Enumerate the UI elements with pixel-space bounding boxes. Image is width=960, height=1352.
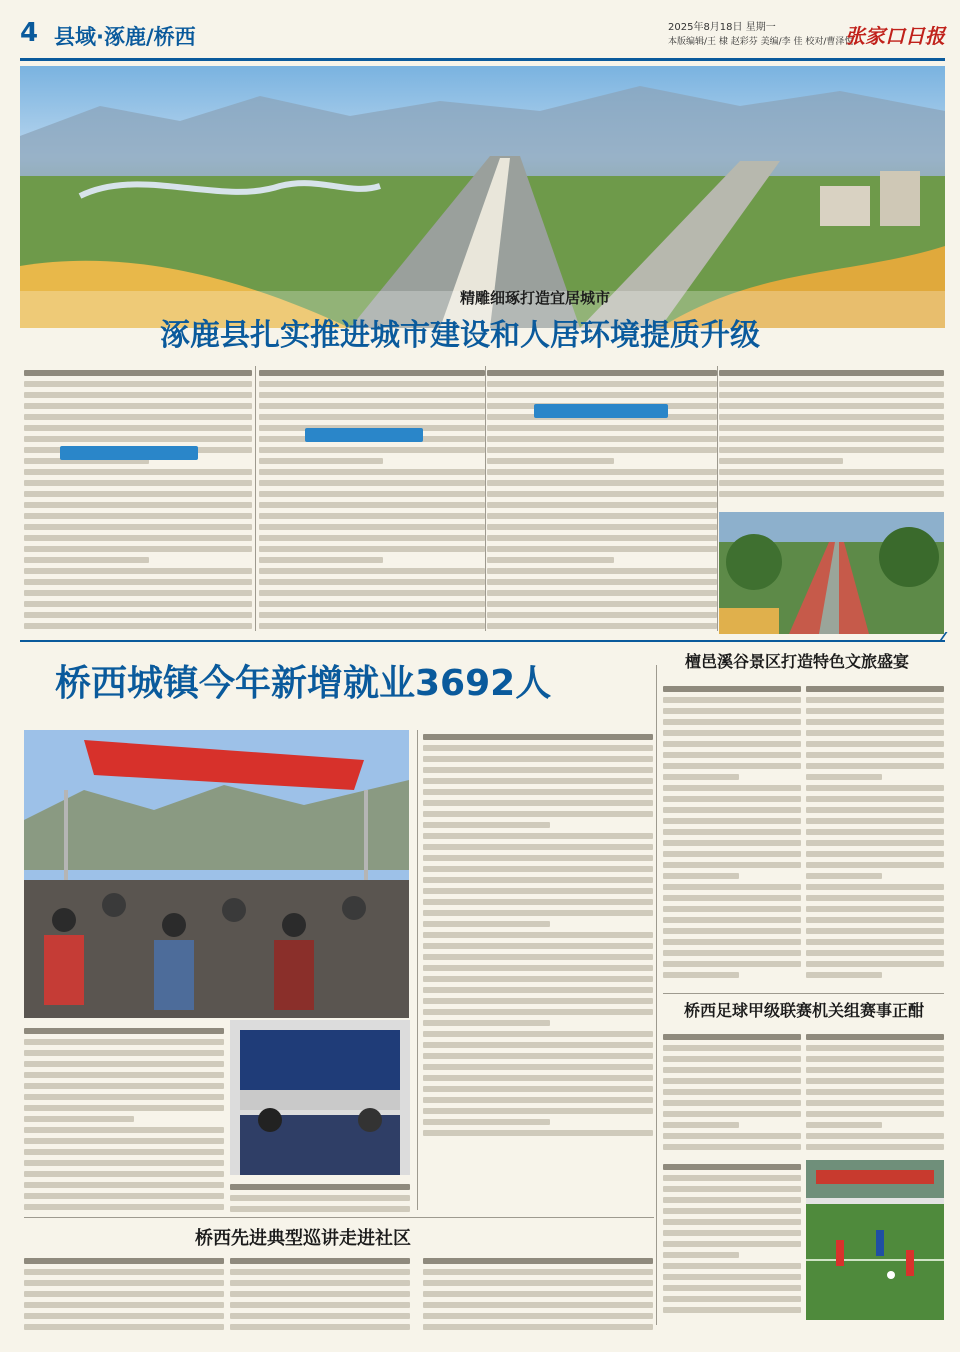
text-line-placeholder (259, 623, 485, 629)
text-line-placeholder (24, 1138, 224, 1144)
text-line-placeholder (663, 763, 801, 769)
top-rule (20, 58, 945, 61)
community-headline: 桥西先进典型巡讲走进社区 (195, 1228, 411, 1249)
paper-logo: 张家口日报 (845, 24, 945, 48)
text-line-placeholder (24, 1280, 224, 1286)
text-line-placeholder (663, 818, 801, 824)
text-line-placeholder (423, 800, 653, 806)
text-line-placeholder (259, 447, 485, 453)
text-line-placeholder (487, 436, 717, 442)
text-line-placeholder (423, 778, 653, 784)
text-line-placeholder (663, 1208, 801, 1214)
text-line-placeholder (663, 862, 801, 868)
text-line-placeholder (663, 1230, 801, 1236)
text-line-placeholder (24, 1269, 224, 1275)
lead-column-4 (719, 366, 944, 506)
text-line-placeholder (423, 932, 653, 938)
text-line-placeholder (806, 862, 944, 868)
text-line-placeholder (487, 425, 717, 431)
football-column-2 (806, 1030, 944, 1155)
text-line-placeholder (423, 910, 653, 916)
page-number: 4 (20, 18, 39, 48)
text-line-placeholder (24, 1050, 224, 1056)
text-line-placeholder (423, 855, 653, 861)
text-line-placeholder (663, 1144, 801, 1150)
text-line-placeholder (487, 535, 717, 541)
text-line-placeholder (24, 1083, 224, 1089)
text-line-placeholder (259, 601, 485, 607)
text-line-placeholder (806, 1089, 944, 1095)
text-line-placeholder (259, 502, 485, 508)
community-column-2 (230, 1254, 410, 1332)
text-line-placeholder (663, 851, 801, 857)
text-line-placeholder (806, 961, 944, 967)
text-line-placeholder (423, 921, 550, 927)
text-line-placeholder (230, 1291, 410, 1297)
text-line-placeholder (663, 1175, 801, 1181)
text-line-placeholder (663, 1263, 801, 1269)
jobs-headline: 桥西城镇今年新增就业3692人 (55, 663, 552, 704)
text-line-placeholder (487, 612, 717, 618)
text-line-placeholder (663, 785, 801, 791)
text-line-placeholder (24, 381, 252, 387)
greenway-photo (719, 512, 944, 634)
text-line-placeholder (663, 840, 801, 846)
text-line-placeholder (423, 756, 653, 762)
lead-kicker: 精雕细琢打造宜居城市 (460, 289, 611, 307)
text-line-placeholder (259, 370, 485, 376)
text-line-placeholder (423, 734, 653, 740)
text-line-placeholder (487, 480, 717, 486)
text-line-placeholder (423, 833, 653, 839)
text-line-placeholder (259, 546, 485, 552)
text-line-placeholder (806, 697, 944, 703)
text-line-placeholder (423, 789, 653, 795)
text-line-placeholder (423, 1108, 653, 1114)
text-line-placeholder (423, 1053, 653, 1059)
text-line-placeholder (719, 469, 944, 475)
text-line-placeholder (663, 796, 801, 802)
text-line-placeholder (24, 1258, 224, 1264)
text-line-placeholder (663, 884, 801, 890)
text-line-placeholder (423, 1130, 653, 1136)
text-line-placeholder (24, 1313, 224, 1319)
text-line-placeholder (423, 1009, 653, 1015)
text-line-placeholder (24, 480, 252, 486)
text-line-placeholder (259, 535, 485, 541)
text-line-placeholder (24, 436, 252, 442)
text-line-placeholder (719, 425, 944, 431)
culture-headline: 檀邑溪谷景区打造特色文旅盛宴 (685, 652, 910, 671)
issue-date: 2025年8月18日 星期一 (668, 22, 776, 33)
text-line-placeholder (487, 590, 717, 596)
text-line-placeholder (663, 774, 739, 780)
editors-credit: 本版编辑/王 棣 赵彩芬 美编/李 佳 校对/曹泽悦 (668, 37, 854, 47)
text-line-placeholder (806, 1133, 944, 1139)
text-line-placeholder (487, 370, 717, 376)
text-line-placeholder (663, 829, 801, 835)
text-line-placeholder (230, 1195, 410, 1201)
text-line-placeholder (24, 469, 252, 475)
section-divider (20, 640, 945, 642)
text-line-placeholder (423, 1086, 653, 1092)
text-line-placeholder (230, 1184, 410, 1190)
text-line-placeholder (423, 767, 653, 773)
text-line-placeholder (423, 954, 653, 960)
culture-column-1 (663, 682, 801, 987)
text-line-placeholder (423, 866, 653, 872)
text-line-placeholder (663, 708, 801, 714)
text-line-placeholder (24, 590, 252, 596)
text-line-placeholder (663, 1241, 801, 1247)
text-line-placeholder (663, 1296, 801, 1302)
text-line-placeholder (663, 917, 801, 923)
text-line-placeholder (719, 403, 944, 409)
text-line-placeholder (663, 730, 801, 736)
text-line-placeholder (423, 1302, 653, 1308)
text-line-placeholder (806, 840, 944, 846)
text-line-placeholder (24, 1072, 224, 1078)
text-line-placeholder (423, 1258, 653, 1264)
text-line-placeholder (719, 458, 843, 464)
text-line-placeholder (663, 1274, 801, 1280)
text-line-placeholder (663, 895, 801, 901)
text-line-placeholder (423, 965, 653, 971)
text-line-placeholder (806, 851, 944, 857)
text-line-placeholder (806, 719, 944, 725)
text-line-placeholder (663, 1186, 801, 1192)
text-line-placeholder (24, 557, 149, 563)
text-line-placeholder (24, 392, 252, 398)
text-line-placeholder (423, 844, 653, 850)
text-line-placeholder (806, 829, 944, 835)
text-line-placeholder (663, 1133, 801, 1139)
text-line-placeholder (806, 1100, 944, 1106)
text-line-placeholder (423, 1119, 550, 1125)
text-line-placeholder (487, 601, 717, 607)
text-line-placeholder (423, 943, 653, 949)
text-line-placeholder (423, 1064, 653, 1070)
text-line-placeholder (806, 1122, 882, 1128)
text-line-placeholder (663, 961, 801, 967)
text-line-placeholder (719, 370, 944, 376)
text-line-placeholder (259, 612, 485, 618)
lead-subhead-1 (60, 446, 198, 460)
text-line-placeholder (806, 1078, 944, 1084)
text-line-placeholder (24, 1094, 224, 1100)
text-line-placeholder (719, 381, 944, 387)
text-line-placeholder (806, 873, 882, 879)
text-line-placeholder (423, 899, 653, 905)
text-line-placeholder (24, 1149, 224, 1155)
text-line-placeholder (663, 1197, 801, 1203)
text-line-placeholder (259, 458, 383, 464)
text-line-placeholder (423, 877, 653, 883)
text-line-placeholder (24, 502, 252, 508)
job-fair-photo (24, 730, 409, 1018)
text-line-placeholder (24, 1204, 224, 1210)
text-line-placeholder (423, 1269, 653, 1275)
lead-column-2 (259, 366, 485, 631)
text-line-placeholder (24, 1105, 224, 1111)
text-line-placeholder (663, 873, 739, 879)
text-line-placeholder (806, 939, 944, 945)
text-line-placeholder (24, 403, 252, 409)
text-line-placeholder (663, 1285, 801, 1291)
text-line-placeholder (806, 818, 944, 824)
text-line-placeholder (806, 741, 944, 747)
text-line-placeholder (719, 491, 944, 497)
text-line-placeholder (423, 1042, 653, 1048)
text-line-placeholder (24, 546, 252, 552)
text-line-placeholder (24, 1116, 134, 1122)
text-line-placeholder (230, 1258, 410, 1264)
text-line-placeholder (719, 392, 944, 398)
jobs-column-3 (230, 1180, 410, 1214)
text-line-placeholder (423, 976, 653, 982)
text-line-placeholder (24, 579, 252, 585)
text-line-placeholder (663, 686, 801, 692)
text-line-placeholder (487, 557, 614, 563)
text-line-placeholder (806, 950, 944, 956)
text-line-placeholder (24, 1171, 224, 1177)
community-column-3 (423, 1254, 653, 1332)
text-line-placeholder (806, 917, 944, 923)
text-line-placeholder (487, 502, 717, 508)
text-line-placeholder (806, 1056, 944, 1062)
text-line-placeholder (259, 568, 485, 574)
text-line-placeholder (806, 708, 944, 714)
text-line-placeholder (24, 612, 252, 618)
jobs-column-1 (24, 1024, 224, 1214)
text-line-placeholder (663, 928, 801, 934)
culture-column-2 (806, 682, 944, 987)
text-line-placeholder (230, 1206, 410, 1212)
text-line-placeholder (24, 1028, 224, 1034)
text-line-placeholder (423, 1020, 550, 1026)
text-line-placeholder (24, 1302, 224, 1308)
text-line-placeholder (663, 1078, 801, 1084)
text-line-placeholder (423, 1097, 653, 1103)
text-line-placeholder (24, 1291, 224, 1297)
text-line-placeholder (663, 1164, 801, 1170)
text-line-placeholder (259, 392, 485, 398)
text-line-placeholder (806, 1111, 944, 1117)
text-line-placeholder (663, 752, 801, 758)
text-line-placeholder (806, 1034, 944, 1040)
lead-subhead-2 (305, 428, 423, 442)
text-line-placeholder (259, 590, 485, 596)
text-line-placeholder (423, 1313, 653, 1319)
community-column-1 (24, 1254, 224, 1332)
text-line-placeholder (663, 697, 801, 703)
text-line-placeholder (663, 1045, 801, 1051)
text-line-placeholder (230, 1313, 410, 1319)
text-line-placeholder (423, 822, 550, 828)
text-line-placeholder (423, 998, 653, 1004)
text-line-placeholder (423, 1075, 653, 1081)
text-line-placeholder (806, 796, 944, 802)
text-line-placeholder (259, 381, 485, 387)
text-line-placeholder (259, 513, 485, 519)
text-line-placeholder (230, 1302, 410, 1308)
text-line-placeholder (24, 1324, 224, 1330)
text-line-placeholder (806, 785, 944, 791)
football-match-photo (806, 1160, 944, 1320)
text-line-placeholder (259, 414, 485, 420)
text-line-placeholder (24, 425, 252, 431)
text-line-placeholder (806, 730, 944, 736)
text-line-placeholder (259, 469, 485, 475)
text-line-placeholder (806, 1067, 944, 1073)
text-line-placeholder (487, 381, 717, 387)
text-line-placeholder (423, 1031, 653, 1037)
text-line-placeholder (806, 763, 944, 769)
text-line-placeholder (423, 987, 653, 993)
text-line-placeholder (663, 1307, 801, 1313)
football-column-1 (663, 1030, 801, 1155)
text-line-placeholder (24, 524, 252, 530)
text-line-placeholder (423, 811, 653, 817)
text-line-placeholder (259, 524, 485, 530)
text-line-placeholder (24, 414, 252, 420)
text-line-placeholder (806, 774, 882, 780)
text-line-placeholder (423, 888, 653, 894)
text-line-placeholder (806, 807, 944, 813)
text-line-placeholder (487, 568, 717, 574)
text-line-placeholder (663, 741, 801, 747)
text-line-placeholder (806, 928, 944, 934)
football-headline: 桥西足球甲级联赛机关组赛事正酣 (684, 1001, 925, 1020)
text-line-placeholder (487, 546, 717, 552)
text-line-placeholder (423, 1291, 653, 1297)
football-column-3 (663, 1160, 801, 1320)
text-line-placeholder (806, 895, 944, 901)
text-line-placeholder (663, 1100, 801, 1106)
text-line-placeholder (24, 535, 252, 541)
text-line-placeholder (24, 623, 252, 629)
text-line-placeholder (230, 1324, 410, 1330)
text-line-placeholder (663, 1219, 801, 1225)
text-line-placeholder (719, 480, 944, 486)
text-line-placeholder (663, 972, 739, 978)
text-line-placeholder (259, 403, 485, 409)
text-line-placeholder (663, 906, 801, 912)
text-line-placeholder (230, 1280, 410, 1286)
text-line-placeholder (663, 1034, 801, 1040)
text-line-placeholder (806, 752, 944, 758)
text-line-placeholder (487, 513, 717, 519)
text-line-placeholder (806, 686, 944, 692)
text-line-placeholder (24, 568, 252, 574)
lead-subhead-3 (534, 404, 668, 418)
text-line-placeholder (806, 1045, 944, 1051)
text-line-placeholder (663, 807, 801, 813)
text-line-placeholder (24, 491, 252, 497)
jobs-column-2 (423, 730, 653, 1145)
text-line-placeholder (24, 1182, 224, 1188)
text-line-placeholder (487, 623, 717, 629)
text-line-placeholder (806, 884, 944, 890)
text-line-placeholder (487, 524, 717, 530)
text-line-placeholder (259, 491, 485, 497)
text-line-placeholder (259, 557, 383, 563)
masthead (20, 16, 945, 56)
text-line-placeholder (663, 1056, 801, 1062)
text-line-placeholder (487, 458, 614, 464)
lead-headline: 涿鹿县扎实推进城市建设和人居环境提质升级 (160, 318, 760, 353)
text-line-placeholder (259, 480, 485, 486)
text-line-placeholder (719, 414, 944, 420)
text-line-placeholder (423, 745, 653, 751)
job-booth-photo (230, 1020, 410, 1175)
text-line-placeholder (487, 469, 717, 475)
text-line-placeholder (24, 601, 252, 607)
text-line-placeholder (24, 1160, 224, 1166)
text-line-placeholder (663, 1089, 801, 1095)
text-line-placeholder (487, 392, 717, 398)
text-line-placeholder (423, 1324, 653, 1330)
text-line-placeholder (24, 370, 252, 376)
text-line-placeholder (663, 1252, 739, 1258)
text-line-placeholder (230, 1269, 410, 1275)
text-line-placeholder (719, 447, 944, 453)
text-line-placeholder (24, 1061, 224, 1067)
text-line-placeholder (24, 1127, 224, 1133)
text-line-placeholder (663, 1122, 739, 1128)
text-line-placeholder (487, 491, 717, 497)
text-line-placeholder (719, 436, 944, 442)
text-line-placeholder (24, 1193, 224, 1199)
text-line-placeholder (806, 906, 944, 912)
text-line-placeholder (423, 1280, 653, 1286)
text-line-placeholder (663, 719, 801, 725)
text-line-placeholder (259, 579, 485, 585)
text-line-placeholder (663, 1067, 801, 1073)
text-line-placeholder (663, 1111, 801, 1117)
text-line-placeholder (806, 972, 882, 978)
text-line-placeholder (663, 950, 801, 956)
text-line-placeholder (663, 939, 801, 945)
lead-column-1 (24, 366, 252, 631)
text-line-placeholder (487, 579, 717, 585)
section-title: 县域·涿鹿/桥西 (54, 25, 196, 49)
text-line-placeholder (487, 447, 717, 453)
text-line-placeholder (806, 1144, 944, 1150)
text-line-placeholder (24, 1039, 224, 1045)
text-line-placeholder (24, 513, 252, 519)
